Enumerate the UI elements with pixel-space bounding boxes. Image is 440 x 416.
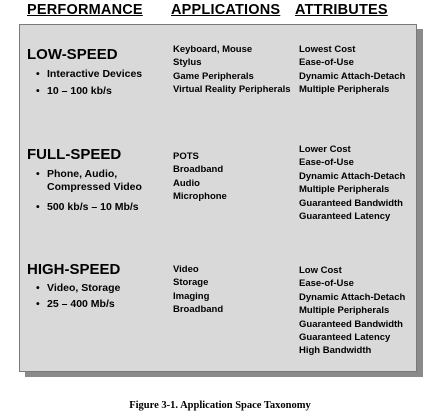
attribute-item: Ease-of-Use: [299, 278, 354, 290]
full-speed-bullet: • Phone, Audio, Compressed Video: [36, 168, 142, 193]
applications-header: APPLICATIONS: [171, 2, 281, 18]
attribute-item: Lower Cost: [299, 144, 351, 155]
application-item: Storage: [173, 277, 209, 289]
low-speed-applications: [173, 43, 291, 97]
application-item: POTS: [173, 151, 199, 162]
high-speed-bullet: • Video, Storage: [36, 282, 121, 294]
application-item: Audio: [173, 177, 200, 189]
application-item: Broadband: [173, 304, 224, 316]
attribute-item: Multiple Peripherals: [299, 184, 390, 196]
application-item: Imaging: [173, 290, 210, 302]
application-item: Keyboard, Mouse: [173, 44, 253, 55]
attribute-item: Ease-of-Use: [299, 57, 354, 69]
application-item: Video: [173, 264, 199, 275]
full-speed-attributes: [299, 143, 405, 223]
attribute-item: Dynamic Attach-Detach: [299, 70, 406, 82]
application-item: Stylus: [173, 57, 202, 69]
application-item: Game Peripherals: [173, 70, 254, 82]
high-speed-applications: [173, 263, 223, 317]
attribute-item: Guaranteed Latency: [299, 211, 391, 223]
low-speed-title: LOW-SPEED: [27, 46, 118, 63]
attribute-item: Multiple Peripherals: [299, 84, 390, 96]
figure-caption: Figure 3-1. Application Space Taxonomy: [129, 400, 311, 411]
attribute-item: Multiple Peripherals: [299, 305, 390, 317]
performance-header: PERFORMANCE: [27, 2, 143, 18]
attribute-item: Ease-of-Use: [299, 157, 354, 169]
full-speed-rate: • 500 kb/s – 10 Mb/s: [36, 201, 139, 213]
low-speed-rate: • 10 – 100 kb/s: [36, 85, 112, 97]
attribute-item: Dynamic Attach-Detach: [299, 291, 406, 303]
attribute-item: Lowest Cost: [299, 44, 356, 55]
high-speed-title: HIGH-SPEED: [27, 261, 121, 278]
attribute-item: Dynamic Attach-Detach: [299, 170, 406, 182]
attribute-item: Low Cost: [299, 265, 342, 276]
attribute-item: High Bandwidth: [299, 345, 372, 357]
high-speed-rate: • 25 – 400 Mb/s: [36, 298, 115, 310]
attribute-item: Guaranteed Bandwidth: [299, 318, 403, 330]
high-speed-attributes: [299, 264, 405, 358]
full-speed-applications: [173, 150, 227, 204]
application-item: Virtual Reality Peripherals: [173, 84, 291, 96]
application-item: Microphone: [173, 191, 227, 203]
application-item: Broadband: [173, 164, 224, 176]
attribute-item: Guaranteed Latency: [299, 332, 391, 344]
low-speed-bullet: • Interactive Devices: [36, 68, 143, 80]
attributes-header: ATTRIBUTES: [295, 2, 388, 18]
low-speed-attributes: [299, 43, 405, 97]
full-speed-title: FULL-SPEED: [27, 146, 122, 163]
attribute-item: Guaranteed Bandwidth: [299, 197, 403, 209]
